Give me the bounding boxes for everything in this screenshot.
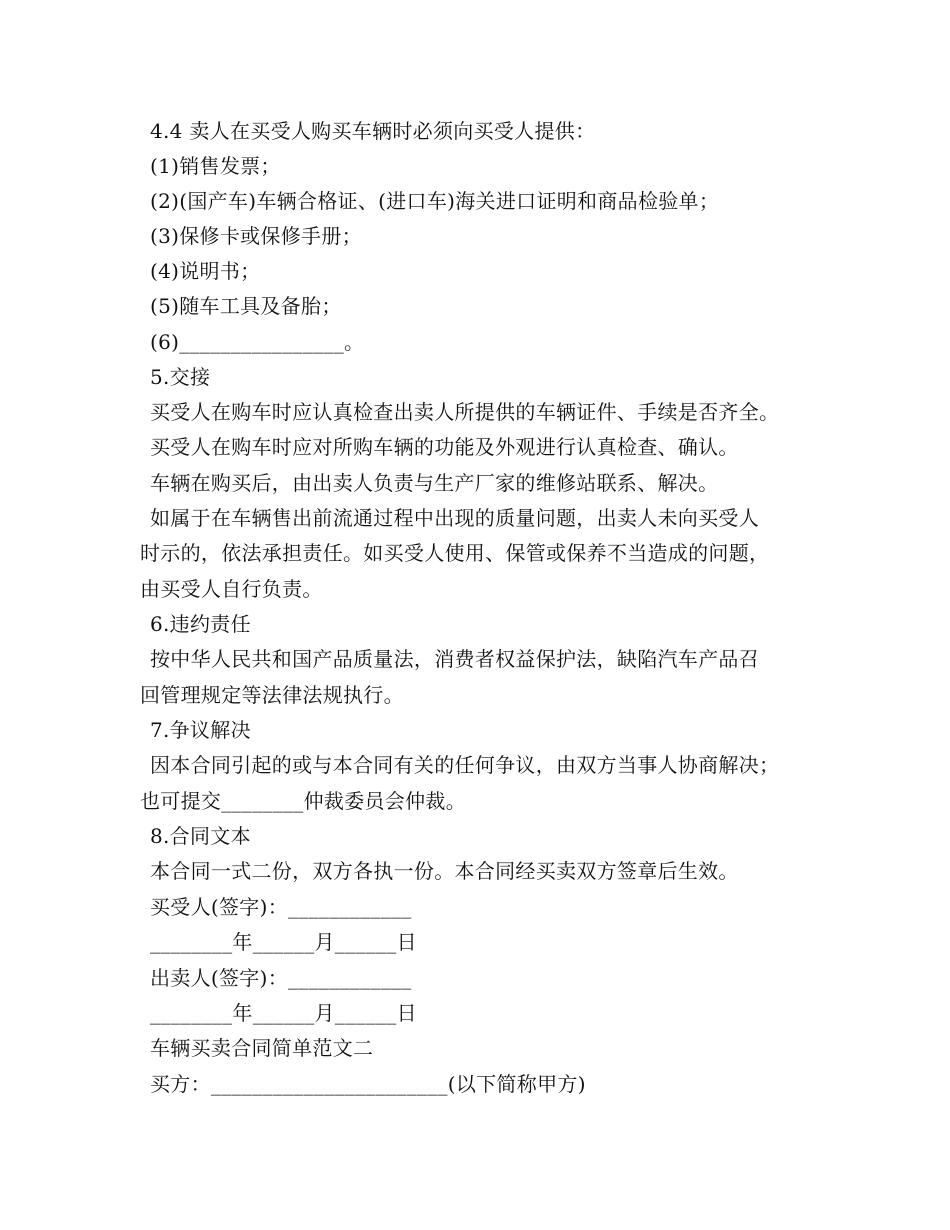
seller-signature-line: 出卖人(签字)：____________ (150, 966, 412, 990)
list-item-5: (5)随车工具及备胎； (150, 294, 342, 318)
second-template-title: 车辆买卖合同简单范文二 (150, 1036, 374, 1060)
paragraph-line: 车辆在购买后，由出卖人负责与生产厂家的维修站联系、解决。 (150, 471, 719, 495)
section-5-heading: 5.交接 (150, 365, 211, 389)
paragraph-line: 本合同一式二份，双方各执一份。本合同经买卖双方签章后生效。 (150, 859, 739, 883)
list-item-3: (3)保修卡或保修手册； (150, 224, 362, 248)
section-7-heading: 7.争议解决 (150, 718, 251, 742)
paragraph-line: 由买受人自行负责。 (140, 577, 323, 601)
paragraph-line: 因本合同引起的或与本合同有关的任何争议，由双方当事人协商解决； (150, 753, 780, 777)
buyer-date-line: ________年______月______日 (150, 930, 417, 954)
section-6-heading: 6.违约责任 (150, 612, 251, 636)
paragraph-line: 如属于在车辆售出前流通过程中出现的质量问题，出卖人未向买受人 (150, 506, 759, 530)
paragraph-line: 回管理规定等法律法规执行。 (140, 683, 404, 707)
paragraph-line: 也可提交________仲裁委员会仲裁。 (140, 789, 466, 813)
list-item-4: (4)说明书； (150, 259, 261, 283)
list-item-1: (1)销售发票； (150, 154, 281, 178)
buyer-party-line: 买方：_______________________(以下简称甲方) (150, 1072, 586, 1096)
paragraph-line: 买受人在购车时应认真检查出卖人所提供的车辆证件、手续是否齐全。 (150, 400, 780, 424)
paragraph-line: 时示的，依法承担责任。如买受人使用、保管或保养不当造成的问题， (140, 541, 770, 565)
section-8-heading: 8.合同文本 (150, 824, 251, 848)
paragraph-line: 买受人在购车时应对所购车辆的功能及外观进行认真检查、确认。 (150, 435, 739, 459)
list-item-2: (2)(国产车)车辆合格证、(进口车)海关进口证明和商品检验单； (150, 189, 720, 213)
list-item-6: (6)________________。 (150, 330, 365, 354)
seller-date-line: ________年______月______日 (150, 1001, 417, 1025)
paragraph-line: 按中华人民共和国产品质量法，消费者权益保护法，缺陷汽车产品召 (150, 647, 759, 671)
clause-4-4-heading: 4.4 卖人在买受人购买车辆时必须向买受人提供： (150, 119, 596, 143)
buyer-signature-line: 买受人(签字)：____________ (150, 895, 412, 919)
